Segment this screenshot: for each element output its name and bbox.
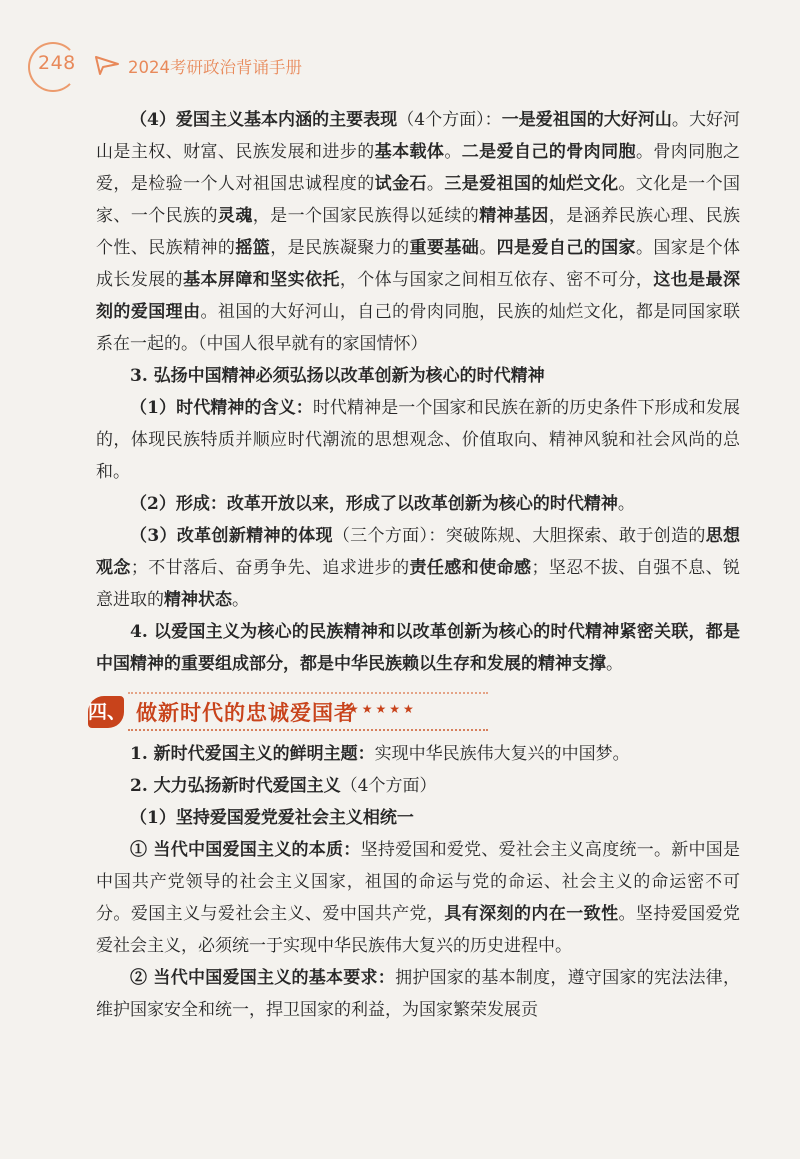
paragraph	[96, 738, 740, 770]
bold-text-run: 责任感和使命感	[409, 558, 532, 578]
text-run: 。	[606, 654, 623, 674]
text-run: 。大好河山是主权、财富、民族发展和进步的	[96, 110, 740, 162]
bold-text-run: 思想观念	[96, 526, 741, 578]
paragraph	[96, 962, 740, 1026]
paragraph	[96, 488, 740, 520]
bold-text-run: 基本屏障和坚实依托	[183, 270, 340, 290]
bold-text-run: 基本载体	[374, 142, 445, 162]
text-run: 。祖国的大好河山，自己的骨肉同胞，民族的灿烂文化，都是同国家联系在一起的。（中国人很早就有的家国情怀）	[96, 302, 740, 354]
text-run: 时代精神是一个国家和民族在新的历史条件下形成和发展的，体现民族特质并顺应时代潮流的思想观念、价值取向、精神风貌和社会风尚的总和。	[96, 398, 740, 482]
text-run: 拥护国家的基本制度，遵守国家的宪法法律，维护国家安全和统一，捍卫国家的利益，为国家繁荣发展贡	[96, 968, 741, 1020]
paragraph	[96, 770, 740, 802]
text-run: 。	[617, 494, 635, 514]
bold-text-run: 二是爱自己的骨肉同胞	[461, 142, 636, 162]
paragraph	[96, 520, 740, 616]
bold-text-run: （1）时代精神的含义：	[130, 398, 313, 418]
paragraph	[96, 392, 740, 488]
text-run: 实现中华民族伟大复兴的中国梦。	[374, 744, 630, 764]
bold-text-run: 摇篮	[235, 238, 271, 258]
bold-text-run: 2. 大力弘扬新时代爱国主义	[130, 776, 341, 796]
bold-text-run: 一是爱祖国的大好河山	[501, 110, 672, 130]
bold-text-run: 三是爱祖国的灿烂文化	[444, 174, 619, 194]
section-divider	[128, 692, 488, 694]
text-run: 。文化是一个国家、一个民族的	[96, 174, 741, 226]
bold-text-run: （1）坚持爱国爱党爱社会主义相统一	[130, 808, 414, 828]
section-heading	[88, 694, 740, 730]
section-title: 做新时代的忠诚爱国者	[136, 701, 356, 725]
page-number: 248	[38, 52, 76, 74]
bold-text-run: 4. 以爱国主义为核心的民族精神和以改革创新为核心的时代精神紧密关联，都是中国精神的重要组成部分，都是中华民族赖以生存和发展的精神支撑	[96, 622, 740, 674]
section-number-badge: 四、	[88, 696, 124, 728]
bold-text-run: 3. 弘扬中国精神必须弘扬以改革创新为核心的时代精神	[130, 366, 545, 386]
bold-text-run: 精神状态	[164, 590, 232, 610]
bold-text-run: （4）爱国主义基本内涵的主要表现	[130, 110, 398, 130]
book-title: 2024考研政治背诵手册	[128, 58, 302, 77]
text-run: 。	[479, 238, 497, 258]
bold-text-run: （2）形成：改革开放以来，形成了以改革创新为核心的时代精神	[130, 494, 618, 514]
paragraph	[96, 616, 740, 680]
text-run: 。	[444, 142, 462, 162]
bold-text-run: 具有深刻的内在一致性	[444, 904, 619, 924]
bold-text-run: ② 当代中国爱国主义的基本要求：	[130, 968, 396, 988]
bold-text-run: 试金石	[374, 174, 427, 194]
text-run: ，是涵养民族心理、民族个性、民族精神的	[96, 206, 741, 258]
bold-text-run: 1. 新时代爱国主义的鲜明主题：	[130, 744, 375, 764]
text-run: ，个体与国家之间相互依存、密不可分，	[339, 270, 654, 290]
text-run: 。	[232, 590, 249, 610]
text-run: ；坚忍不拔、自强不息、锐意进取的	[96, 558, 741, 610]
bold-text-run: 重要基础	[409, 238, 480, 258]
text-run: 。坚持爱国爱党爱社会主义，必须统一于实现中华民族伟大复兴的历史进程中。	[96, 904, 741, 956]
paper-plane-icon	[94, 54, 120, 76]
text-run: 。骨肉同胞之爱，是检验一个人对祖国忠诚程度的	[96, 142, 741, 194]
text-run: （三个方面）：突破陈规、大胆探索、敢于创造的	[332, 526, 706, 546]
bold-text-run: ① 当代中国爱国主义的本质：	[130, 840, 361, 860]
page-header	[28, 42, 768, 88]
text-run: ；不甘落后、奋勇争先、追求进步的	[130, 558, 410, 578]
text-run: ，是一个国家民族得以延续的	[252, 206, 480, 226]
bold-text-run: 灵魂	[217, 206, 253, 226]
text-run: 。	[426, 174, 445, 194]
page-body	[88, 104, 741, 1026]
bold-text-run: 四是爱自己的国家	[496, 238, 636, 258]
bold-text-run: 精神基因	[479, 206, 549, 226]
paragraph	[96, 802, 740, 834]
bold-text-run: 这也是最深刻的爱国理由	[96, 270, 741, 322]
paragraph	[96, 834, 740, 962]
text-run: （4个方面）	[340, 776, 437, 796]
text-run: 坚持爱国和爱党、爱社会主义高度统一。新中国是中国共产党领导的社会主义国家，祖国的命运与党的命运、社会主义的命运密不可分。爱国主义与爱社会主义、爱中国共产党，	[96, 840, 741, 924]
text-run: 。国家是个体成长发展的	[96, 238, 741, 290]
text-run: ，是民族凝聚力的	[270, 238, 410, 258]
paragraph	[96, 360, 740, 392]
importance-stars: ★★★★★	[348, 702, 417, 716]
bold-text-run: （3）改革创新精神的体现	[130, 526, 333, 546]
paragraph	[96, 104, 740, 360]
text-run: （4个方面）：	[397, 110, 502, 130]
section-divider	[128, 729, 488, 731]
